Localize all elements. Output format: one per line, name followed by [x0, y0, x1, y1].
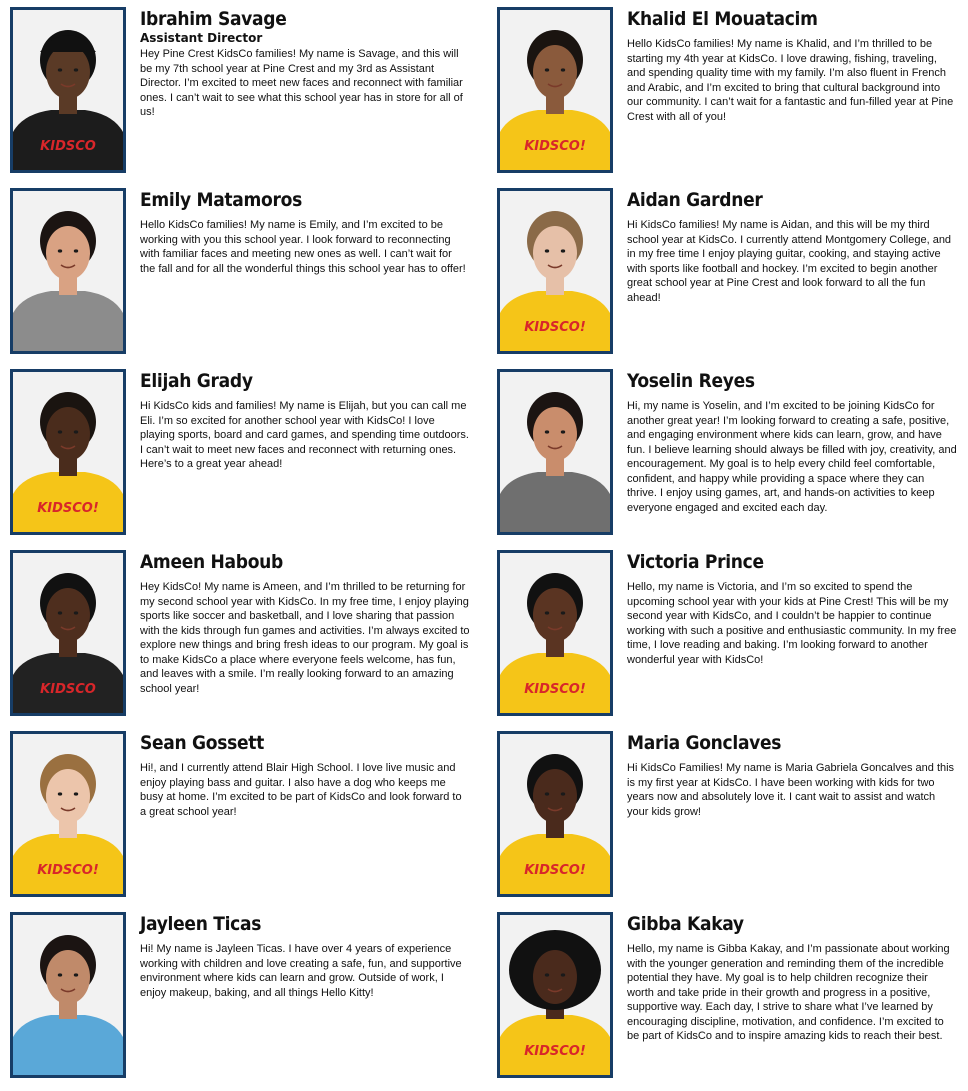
- staff-bio: Hello KidsCo families! My name is Khalid, and I’m thrilled to be starting my 4th year at KidsCo. I love drawing, fishing, traveling, and spending quality time with my family. I’m also fluent in French and Arabic, and I’m excited to bring that cultural background into our community. I can’t wait for a fantastic and fun-filled year at Pine Crest with all of you!: [627, 38, 954, 123]
- staff-bio: Hello KidsCo families! My name is Emily, and I’m excited to be working with you this school year. I look forward to reconnecting with familiar faces and meeting new ones as well. I can’t wait for the fall and for all the wonderful things this school year has to offer!: [140, 219, 466, 275]
- staff-name: Sean Gossett: [140, 732, 265, 754]
- svg-text:KIDSCO!: KIDSCO!: [524, 320, 586, 335]
- svg-text:KIDSCO!: KIDSCO!: [524, 139, 586, 154]
- staff-bio: Hi!, and I currently attend Blair High School. I love live music and enjoy playing bass and guitar. I also have a dog who keeps me busy at home. I’m excited to be part of KidsCo and look forward to a great school year!: [140, 762, 462, 818]
- staff-info: [627, 731, 957, 819]
- staff-bio: Hi! My name is Jayleen Ticas. I have over 4 years of experience working with children and love creating a safe, fun, and supportive environment where kids can learn and grow. Outside of work, I enjoy makeup, baking, and all things Hello Kitty!: [140, 943, 462, 999]
- staff-photo: [10, 550, 126, 716]
- staff-card: [497, 912, 967, 1084]
- staff-info: [627, 550, 957, 667]
- staff-info: [627, 912, 957, 1044]
- staff-photo: [10, 369, 126, 535]
- staff-name: Yoselin Reyes: [627, 370, 755, 392]
- staff-card: [497, 550, 967, 722]
- staff-bio: Hello, my name is Gibba Kakay, and I’m passionate about working with the younger generation and reminding them of the incredible potential they have. My goal is to help children recognize their worth and take pride in their growth and progress in a positive, supportive way. Each day, I strive to share what I’ve learned by encouraging discipline, motivation, and confidence. I’m excited to be part of KidsCo and to inspire amazing kids to reach their best.: [627, 943, 950, 1042]
- staff-info: [140, 369, 470, 472]
- svg-text:KIDSCO: KIDSCO: [40, 682, 96, 697]
- staff-card: [10, 731, 480, 903]
- staff-photo: [497, 731, 613, 897]
- staff-info: [627, 369, 957, 515]
- staff-info: [140, 7, 470, 120]
- staff-name: Emily Matamoros: [140, 189, 302, 211]
- staff-bio: Hello, my name is Victoria, and I’m so excited to spend the upcoming school year with your kids at Pine Crest! This will be my second year with KidsCo, and I couldn’t be happier to continue working with such a positive and enthusiastic community. In my free time, I love reading and baking. I’m looking forward to another wonderful year with KidsCo!: [627, 581, 957, 666]
- staff-info: [627, 7, 957, 124]
- svg-text:KIDSCO!: KIDSCO!: [524, 863, 586, 878]
- staff-bio: Hey KidsCo! My name is Ameen, and I’m thrilled to be returning for my second school year with KidsCo. In my free time, I enjoy playing sports like soccer and basketball, and I love sharing that passion with the kids through fun games and activities. I’m always excited to explore new things and bring fresh ideas to our program. My goal is to make KidsCo a place where everyone feels welcome, has fun, and leaves with a smile. I’m really looking forward to an amazing school year!: [140, 581, 470, 695]
- staff-name: Aidan Gardner: [627, 189, 763, 211]
- staff-name: Khalid El Mouatacim: [627, 8, 818, 30]
- staff-name: Victoria Prince: [627, 551, 764, 573]
- svg-text:KIDSCO!: KIDSCO!: [37, 501, 99, 516]
- staff-bio: Hi KidsCo kids and families! My name is Elijah, but you can call me Eli. I’m so excited for another school year with KidsCo! I love playing sports, board and card games, and spending time outdoors. I can’t wait to meet new faces and reconnect with returning ones. Here’s to a great year ahead!: [140, 400, 469, 470]
- staff-info: [140, 550, 470, 696]
- staff-name: Elijah Grady: [140, 370, 253, 392]
- staff-photo: [497, 188, 613, 354]
- staff-bio: Hi KidsCo Families! My name is Maria Gabriela Goncalves and this is my first year at KidsCo. I have been working with kids for two years now and absolutely love it. I cant wait to assist and watch your kids grow!: [627, 762, 955, 818]
- staff-card: [497, 7, 967, 179]
- staff-photo: [10, 731, 126, 897]
- staff-card: [10, 188, 480, 360]
- staff-card: [497, 188, 967, 360]
- staff-card: [497, 369, 967, 541]
- staff-card: [497, 731, 967, 903]
- staff-photo: [10, 188, 126, 354]
- staff-name: Jayleen Ticas: [140, 913, 262, 935]
- staff-info: [140, 912, 470, 1000]
- staff-bio: Hi, my name is Yoselin, and I’m excited to be joining KidsCo for another great year! I’m looking forward to creating a safe, positive, and engaging environment where kids can learn, grow, and have fun. I believe learning should always be filled with joy, creativity, and encouragement. My goal is to help every child feel comfortable, confident, and happy while providing a space where they can thrive. I enjoy using games, art, and hands-on activities to keep everyone engaged and excited each day.: [627, 400, 957, 514]
- svg-text:KIDSCO!: KIDSCO!: [524, 682, 586, 697]
- staff-role: Assistant Director: [140, 31, 263, 45]
- staff-name: Ameen Haboub: [140, 551, 283, 573]
- staff-card: [10, 7, 480, 179]
- staff-photo: [497, 912, 613, 1078]
- svg-text:KIDSCO!: KIDSCO!: [524, 1044, 586, 1059]
- staff-bio: Hey Pine Crest KidsCo families! My name is Savage, and this will be my 7th school year at Pine Crest and my 3rd as Assistant Director. I’m excited to meet new faces and reconnect with familiar ones. I can’t wait to see what this school year has in store for all of us!: [140, 48, 463, 118]
- staff-bio: Hi KidsCo families! My name is Aidan, and this will be my third school year at KidsCo. I currently attend Montgomery College, and in my free time I enjoy playing guitar, cooking, and staying active with sports like football and hockey. I’m excited to begin another great school year at Pine Crest and look forward to all the fun ahead!: [627, 219, 952, 304]
- staff-photo: [497, 7, 613, 173]
- staff-photo: [497, 550, 613, 716]
- staff-name: Ibrahim Savage: [140, 8, 287, 30]
- staff-card: [10, 912, 480, 1084]
- svg-text:KIDSCO!: KIDSCO!: [37, 863, 99, 878]
- staff-name: Gibba Kakay: [627, 913, 744, 935]
- staff-photo: [10, 7, 126, 173]
- staff-photo: [10, 912, 126, 1078]
- staff-info: [140, 731, 470, 819]
- staff-name: Maria Gonclaves: [627, 732, 782, 754]
- staff-photo: [497, 369, 613, 535]
- staff-card: [10, 550, 480, 722]
- staff-info: [140, 188, 470, 276]
- staff-card: [10, 369, 480, 541]
- svg-text:KIDSCO: KIDSCO: [40, 139, 96, 154]
- staff-info: [627, 188, 957, 305]
